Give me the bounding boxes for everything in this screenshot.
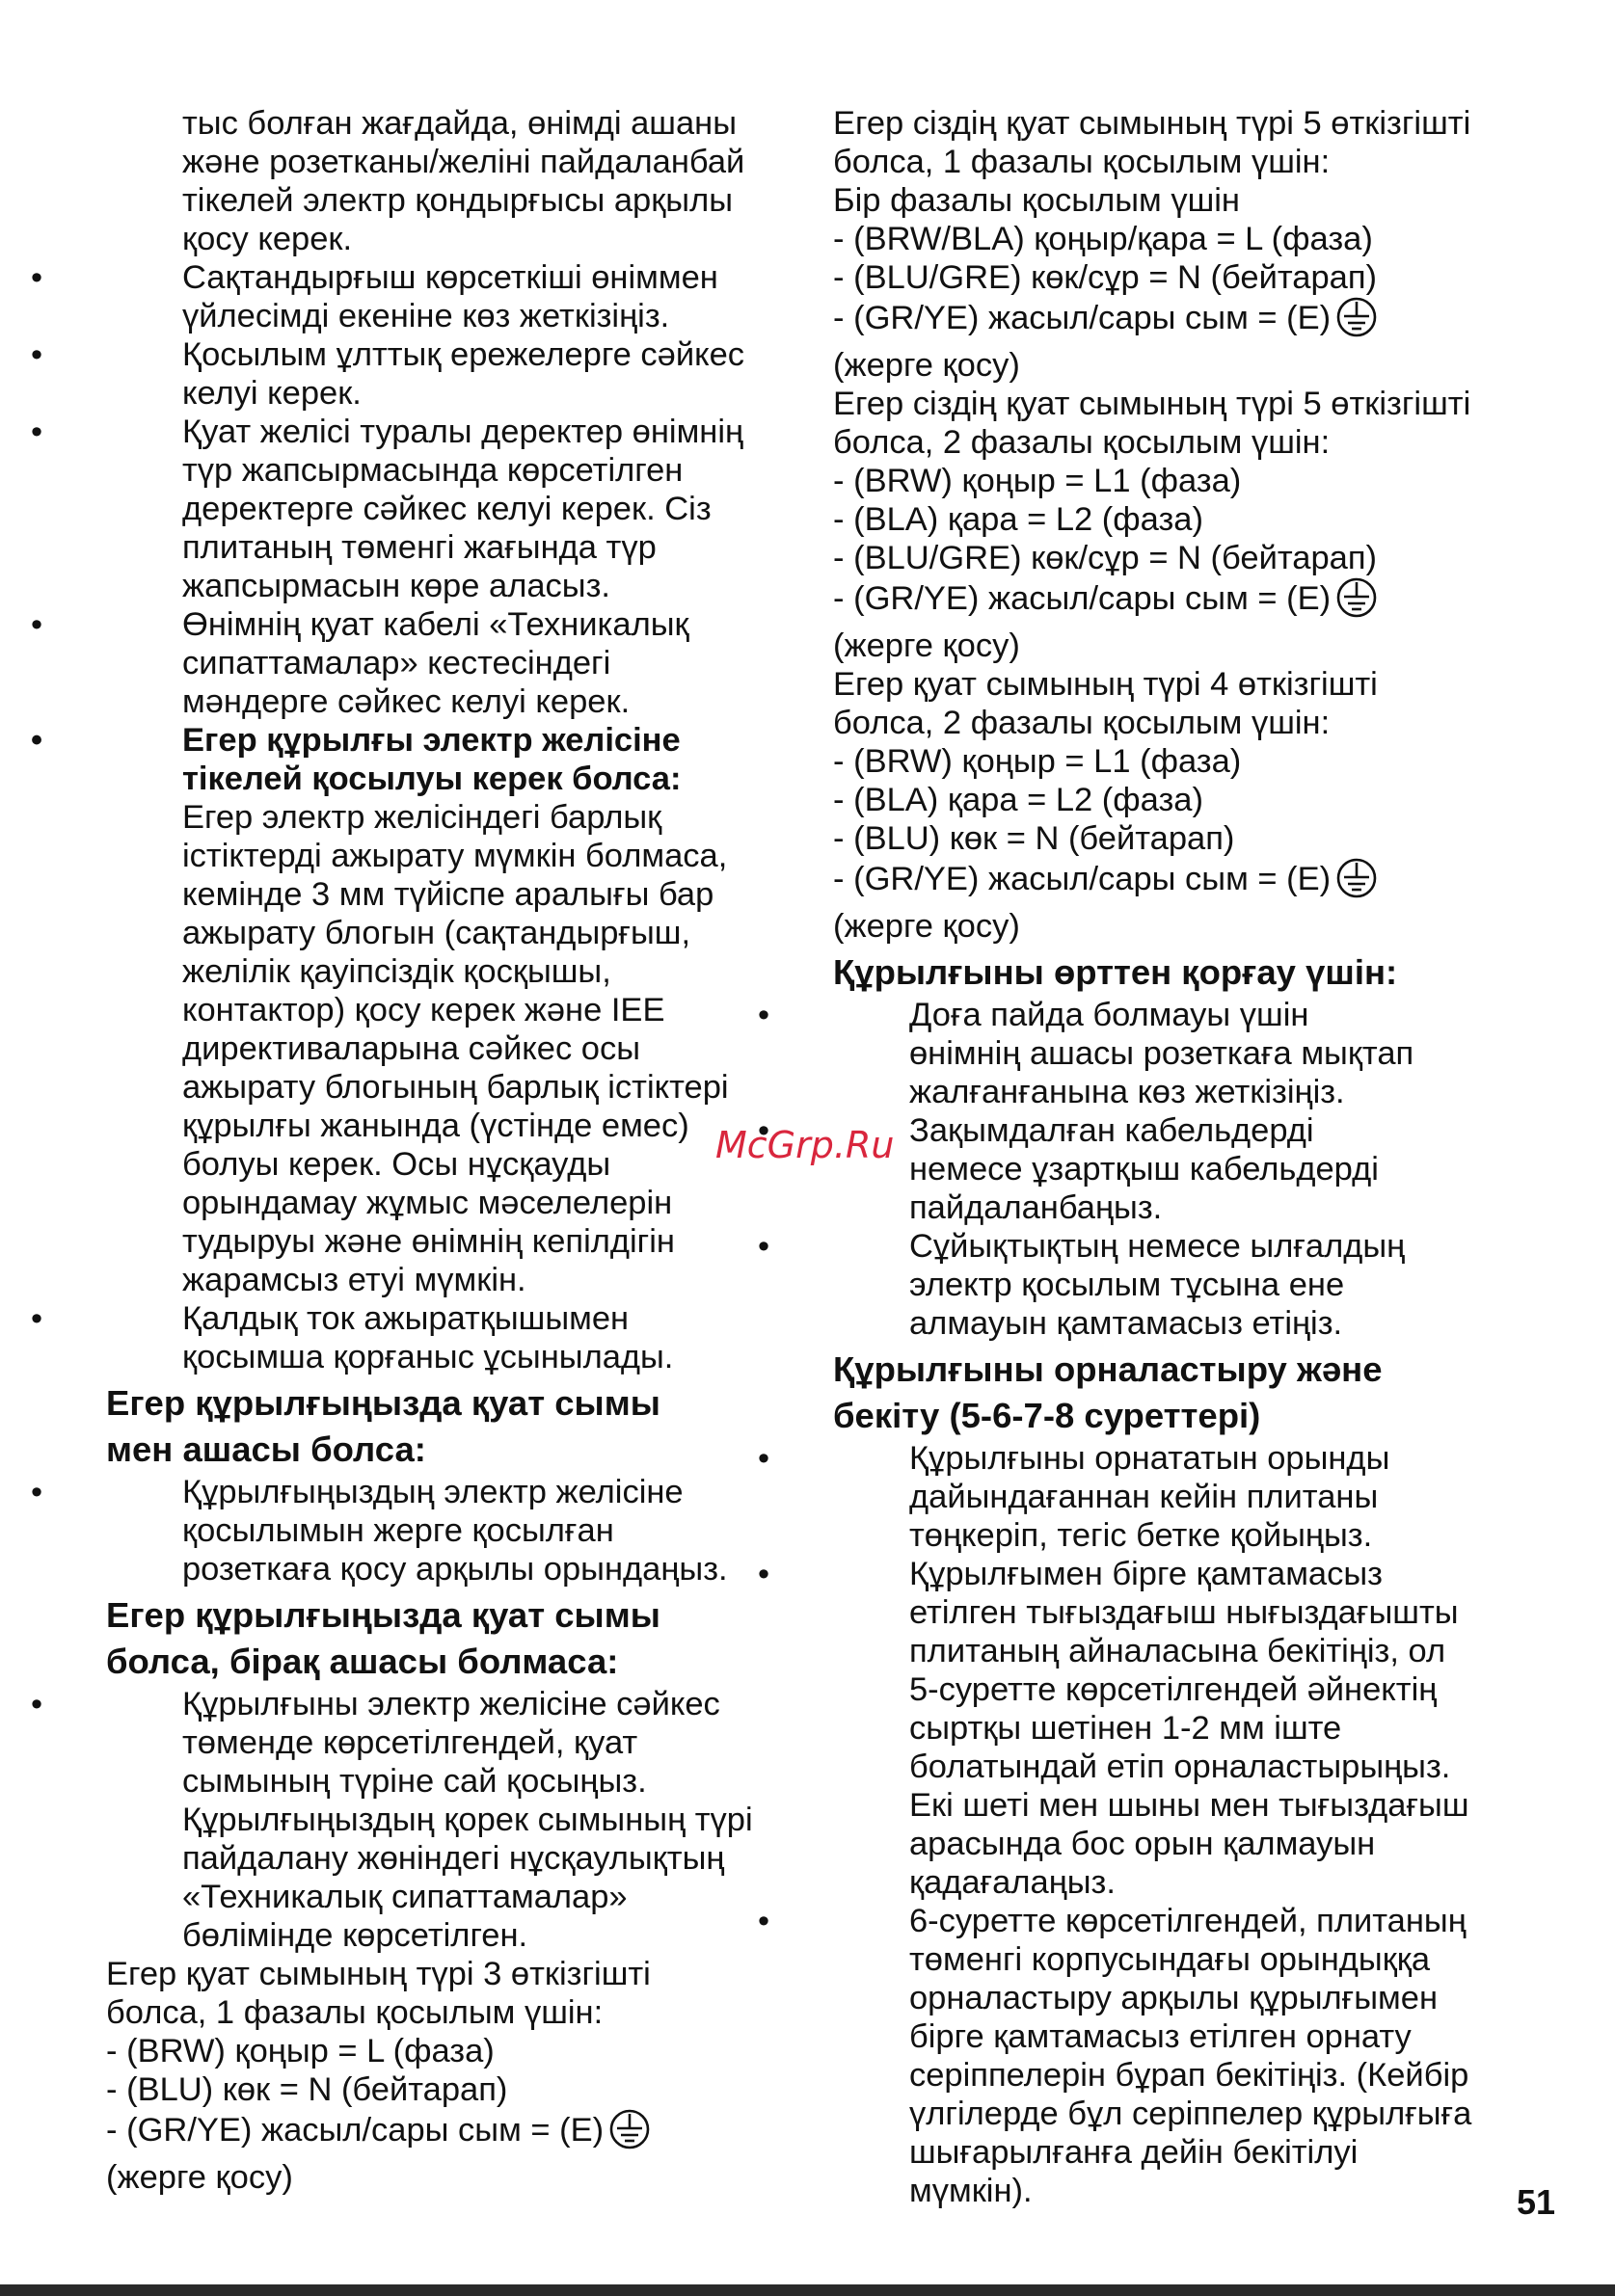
text-line (106, 451, 820, 490)
line-text: кемінде 3 мм түйіспе аралығы бар (182, 876, 714, 913)
text-line (106, 143, 820, 181)
line-text: ажырату блогын (сақтандырғыш, (182, 915, 691, 951)
text-line (106, 1955, 820, 1993)
line-text: пайдалану жөніндегі нұсқаулықтың (182, 1840, 725, 1877)
text-line (833, 907, 1527, 946)
line-text: орналастыру арқылы құрылғымен (909, 1980, 1438, 2016)
line-text: жалғанғанына көз жеткізіңіз. (909, 1074, 1345, 1110)
bullet-item (106, 721, 820, 760)
line-text: бірге қамтамасыз етілген орнату (909, 2018, 1412, 2055)
text-line (833, 1863, 1527, 1902)
text-line (833, 1748, 1527, 1786)
text-line (833, 1188, 1527, 1227)
line-text: - (GR/YE) жасыл/сары сым = (E) (106, 2112, 605, 2149)
text-line (833, 423, 1527, 462)
line-text: 6-суретте көрсетілгендей, плитаның (909, 1903, 1467, 1939)
line-text: Қалдық ток ажыратқышымен (182, 1300, 630, 1337)
line-text: плитаның айналасына бекітіңіз, ол (909, 1633, 1446, 1669)
earth-ground-icon (1334, 858, 1379, 907)
line-text: Егер құрылғы электр желісіне (182, 722, 681, 759)
text-line (106, 2070, 820, 2109)
text-line (106, 875, 820, 914)
watermark: McGrp.Ru (715, 1124, 895, 1166)
line-text: - (BLU/GRE) көк/сұр = N (бейтарап) (833, 540, 1378, 576)
text-line (833, 577, 1527, 627)
line-text: және розетканы/желіні пайдаланбай (182, 144, 745, 180)
text-line (106, 490, 820, 528)
text-line (106, 1762, 820, 1801)
line-text: болса, 1 фазалы қосылым үшін: (833, 144, 1331, 180)
section-heading (833, 949, 1527, 996)
text-line (106, 1338, 820, 1376)
text-line (106, 1184, 820, 1222)
text-line (833, 742, 1527, 781)
text-line (106, 1916, 820, 1955)
line-text: төменгі корпусындағы орындыққа (909, 1941, 1431, 1978)
text-line (833, 385, 1527, 423)
text-line (106, 567, 820, 605)
section-heading (106, 1592, 820, 1639)
line-text: - (GR/YE) жасыл/сары сым = (E) (833, 300, 1332, 336)
line-text: плитаның төменгі жағында түр (182, 529, 657, 566)
line-text: шығарылғанға дейін бекітілуі (909, 2134, 1359, 2171)
line-text: - (BRW) қоңыр = L1 (фаза) (833, 743, 1242, 780)
line-text: мен ашасы болса: (106, 1429, 426, 1469)
text-line (106, 1261, 820, 1299)
text-line (833, 1150, 1527, 1188)
line-text: бекіту (5-6-7-8 суреттері) (833, 1396, 1261, 1435)
text-line (106, 1550, 820, 1589)
text-line (106, 528, 820, 567)
text-line (106, 644, 820, 682)
bullet-item (833, 1227, 1527, 1266)
bullet-item (106, 413, 820, 451)
line-text: дайындағаннан кейін плитаны (909, 1479, 1379, 1515)
text-line (833, 2095, 1527, 2133)
line-text: Бір фазалы қосылым үшін (833, 182, 1240, 219)
text-line (833, 704, 1527, 742)
text-line (833, 1709, 1527, 1748)
line-text: арасында бос орын қалмауын (909, 1826, 1376, 1862)
line-text: - (BLU/GRE) көк/сұр = N (бейтарап) (833, 259, 1378, 296)
line-text: түр жапсырмасында көрсетілген (182, 452, 684, 489)
line-text: орындамау жұмыс мәселелерін (182, 1185, 673, 1221)
text-line (833, 1304, 1527, 1343)
line-text: Құрылғыны электр желісіне сәйкес (182, 1686, 720, 1722)
text-line (833, 143, 1527, 181)
text-line (106, 2109, 820, 2158)
line-text: ажырату блогының барлық істіктері (182, 1069, 729, 1106)
text-line (833, 1034, 1527, 1073)
text-line (833, 220, 1527, 258)
line-text: Егер электр желісіндегі барлық (182, 799, 662, 836)
bullet-item (833, 1439, 1527, 1478)
text-line (833, 1979, 1527, 2017)
line-text: болса, бірақ ашасы болмаса: (106, 1642, 619, 1681)
line-text: тудыруы және өнімнің кепілдігін (182, 1223, 675, 1260)
line-text: бөлімінде көрсетілген. (182, 1917, 528, 1954)
line-text: құрылғы жанында (үстінде емес) (182, 1108, 689, 1144)
text-line (833, 1670, 1527, 1709)
bullet-item (833, 996, 1527, 1034)
text-line (833, 1516, 1527, 1555)
line-text: Өнімнің қуат кабелі «Техникалық (182, 606, 689, 643)
line-text: төңкеріп, тегіс бетке қойыңыз. (909, 1517, 1373, 1554)
line-text: Құрылғыны орнататын орынды (909, 1440, 1390, 1477)
text-line (106, 181, 820, 220)
text-line (106, 914, 820, 952)
section-heading (833, 1393, 1527, 1439)
line-text: қадағалаңыз. (909, 1864, 1116, 1901)
line-text: Егер қуат сымының түрі 3 өткізгішті (106, 1956, 651, 1992)
line-text: мүмкін). (909, 2173, 1033, 2209)
right-column (833, 104, 1527, 2210)
line-text: сымының түріне сай қосыңыз. (182, 1763, 647, 1800)
line-text: Егер құрылғыңызда қуат сымы (106, 1595, 660, 1635)
text-line (833, 1940, 1527, 1979)
line-text: - (BRW/BLA) қоңыр/қара = L (фаза) (833, 221, 1373, 257)
text-line (833, 258, 1527, 297)
line-text: болуы керек. Осы нұсқауды (182, 1146, 611, 1183)
text-line (833, 2133, 1527, 2172)
text-line (106, 2032, 820, 2070)
line-text: болса, 2 фазалы қосылым үшін: (833, 705, 1331, 741)
section-heading (106, 1639, 820, 1685)
text-line (106, 1222, 820, 1261)
line-text: Егер сіздің қуат сымының түрі 5 өткізгішті (833, 386, 1471, 422)
line-text: «Техникалық сипаттамалар» (182, 1879, 628, 1915)
text-line (106, 297, 820, 335)
text-line (106, 1878, 820, 1916)
text-line (106, 1839, 820, 1878)
line-text: жарамсыз етуі мүмкін. (182, 1262, 526, 1298)
earth-ground-icon (1334, 297, 1379, 346)
text-line (106, 682, 820, 721)
bullet-item (106, 258, 820, 297)
line-text: үлгілерде бұл серіппелер құрылғыға (909, 2096, 1472, 2132)
line-text: Құрылғыңыздың қорек сымының түрі (182, 1802, 753, 1838)
line-text: істіктерді ажырату мүмкін болмаса, (182, 838, 728, 874)
line-text: немесе ұзартқыш кабельдерді (909, 1151, 1379, 1188)
line-text: Сұйықтықтың немесе ылғалдың (909, 1228, 1406, 1265)
line-text: Доға пайда болмауы үшін (909, 997, 1309, 1033)
line-text: деректерге сәйкес келуі керек. Сіз (182, 491, 712, 527)
text-line (106, 1723, 820, 1762)
section-heading (106, 1380, 820, 1427)
line-text: - (BLA) қара = L2 (фаза) (833, 782, 1203, 818)
line-text: болса, 1 фазалы қосылым үшін: (106, 1994, 604, 2031)
bottom-scan-edge (0, 2284, 1615, 2296)
bullet-item (833, 1111, 1527, 1150)
text-line (833, 539, 1527, 577)
line-text: серіппелерін бұрап бекітіңіз. (Кейбір (909, 2057, 1469, 2094)
text-line (833, 297, 1527, 346)
text-line (833, 1266, 1527, 1304)
line-text: контактор) қосу керек және IEE (182, 992, 665, 1028)
line-text: тыс болған жағдайда, өнімді ашаны (182, 105, 737, 142)
line-text: келуі керек. (182, 375, 362, 412)
line-text: Қосылым ұлттық ережелерге сәйкес (182, 336, 745, 373)
text-line (106, 798, 820, 837)
line-text: төменде көрсетілгендей, қуат (182, 1724, 638, 1761)
line-text: - (BRW) қоңыр = L1 (фаза) (833, 463, 1242, 499)
line-text: сипаттамалар» кестесіндегі (182, 645, 611, 681)
text-line (833, 1593, 1527, 1632)
bullet-item (106, 1299, 820, 1338)
line-text: болатындай етіп орналастырыңыз. (909, 1749, 1451, 1785)
bullet-item (833, 1902, 1527, 1940)
text-line (833, 181, 1527, 220)
line-text: қосылымын жерге қосылған (182, 1512, 614, 1549)
line-text: директиваларына сәйкес осы (182, 1030, 641, 1067)
text-line (833, 500, 1527, 539)
text-line (833, 627, 1527, 665)
line-text: - (BLU) көк = N (бейтарап) (106, 2071, 508, 2108)
bullet-item (106, 335, 820, 374)
line-text: қосу керек. (182, 221, 353, 257)
line-text: жапсырмасын көре аласыз. (182, 568, 610, 604)
line-text: (жерге қосу) (106, 2159, 293, 2196)
line-text: (жерге қосу) (833, 908, 1020, 945)
text-line (833, 781, 1527, 819)
line-text: - (BLU) көк = N (бейтарап) (833, 820, 1235, 857)
text-line (106, 991, 820, 1029)
text-line (106, 837, 820, 875)
line-text: электр қосылым тұсына ене (909, 1267, 1345, 1303)
line-text: Егер құрылғыңызда қуат сымы (106, 1383, 660, 1423)
line-text: Екі шеті мен шыны мен тығыздағыш (909, 1787, 1469, 1824)
section-heading (833, 1347, 1527, 1393)
earth-ground-icon (1334, 577, 1379, 627)
line-text: Құрылғыны өрттен қорғау үшін: (833, 952, 1398, 992)
bullet-item (833, 1555, 1527, 1593)
text-line (833, 1478, 1527, 1516)
line-text: желілік қауіпсіздік қосқышы, (182, 953, 611, 990)
line-text: - (GR/YE) жасыл/сары сым = (E) (833, 580, 1332, 617)
bullet-item (106, 1473, 820, 1511)
text-line (833, 1632, 1527, 1670)
text-line (106, 1801, 820, 1839)
line-text: 5-суретте көрсетілгендей әйнектің (909, 1671, 1438, 1708)
line-text: - (BRW) қоңыр = L (фаза) (106, 2033, 495, 2069)
text-line (833, 462, 1527, 500)
text-line (106, 952, 820, 991)
text-line (833, 1786, 1527, 1825)
line-text: розеткаға қосу арқылы орындаңыз. (182, 1551, 728, 1588)
section-heading (106, 1427, 820, 1473)
line-text: қосымша қорғаныс ұсынылады. (182, 1339, 674, 1375)
line-text: тікелей қосылуы керек болса: (182, 761, 682, 797)
line-text: өнімнің ашасы розеткаға мықтап (909, 1035, 1414, 1072)
text-line (833, 1073, 1527, 1111)
text-line (106, 1993, 820, 2032)
line-text: сыртқы шетінен 1-2 мм іште (909, 1710, 1342, 1747)
text-line (833, 104, 1527, 143)
bold-line (106, 760, 820, 798)
text-line (833, 819, 1527, 858)
text-line (106, 1107, 820, 1145)
line-text: Сақтандырғыш көрсеткіші өніммен (182, 259, 718, 296)
bullet-item (106, 1685, 820, 1723)
line-text: Зақымдалған кабельдерді (909, 1112, 1314, 1149)
text-line (106, 1511, 820, 1550)
line-text: болса, 2 фазалы қосылым үшін: (833, 424, 1331, 461)
line-text: (жерге қосу) (833, 627, 1020, 664)
text-line (106, 2158, 820, 2197)
earth-ground-icon (607, 2109, 652, 2158)
text-line (106, 1029, 820, 1068)
line-text: тікелей электр қондырғысы арқылы (182, 182, 734, 219)
line-text: пайдаланбаңыз. (909, 1189, 1163, 1226)
line-text: етілген тығыздағыш нығыздағышты (909, 1594, 1459, 1631)
text-line (833, 346, 1527, 385)
line-text: Егер сіздің қуат сымының түрі 5 өткізгішті (833, 105, 1471, 142)
line-text: - (BLA) қара = L2 (фаза) (833, 501, 1203, 538)
text-line (833, 2017, 1527, 2056)
line-text: мәндерге сәйкес келуі керек. (182, 683, 631, 720)
line-text: Қуат желісі туралы деректер өнімнің (182, 414, 744, 450)
line-text: Құрылғыны орналастыру және (833, 1349, 1383, 1389)
line-text: үйлесімді екеніне көз жеткізіңіз. (182, 298, 670, 334)
bullet-item (106, 605, 820, 644)
text-line (106, 104, 820, 143)
text-line (833, 665, 1527, 704)
text-line (833, 858, 1527, 907)
text-line (106, 220, 820, 258)
line-text: Егер қуат сымының түрі 4 өткізгішті (833, 666, 1378, 703)
line-text: алмауын қамтамасыз етіңіз. (909, 1305, 1343, 1342)
line-text: (жерге қосу) (833, 347, 1020, 384)
text-line (833, 2172, 1527, 2210)
left-column (106, 104, 820, 2197)
page-number: 51 (1517, 2182, 1556, 2222)
line-text: Құрылғыңыздың электр желісіне (182, 1474, 684, 1510)
text-line (106, 1068, 820, 1107)
text-line (833, 2056, 1527, 2095)
text-line (106, 1145, 820, 1184)
text-line (106, 374, 820, 413)
text-line (833, 1825, 1527, 1863)
line-text: Құрылғымен бірге қамтамасыз (909, 1556, 1383, 1592)
line-text: - (GR/YE) жасыл/сары сым = (E) (833, 861, 1332, 897)
